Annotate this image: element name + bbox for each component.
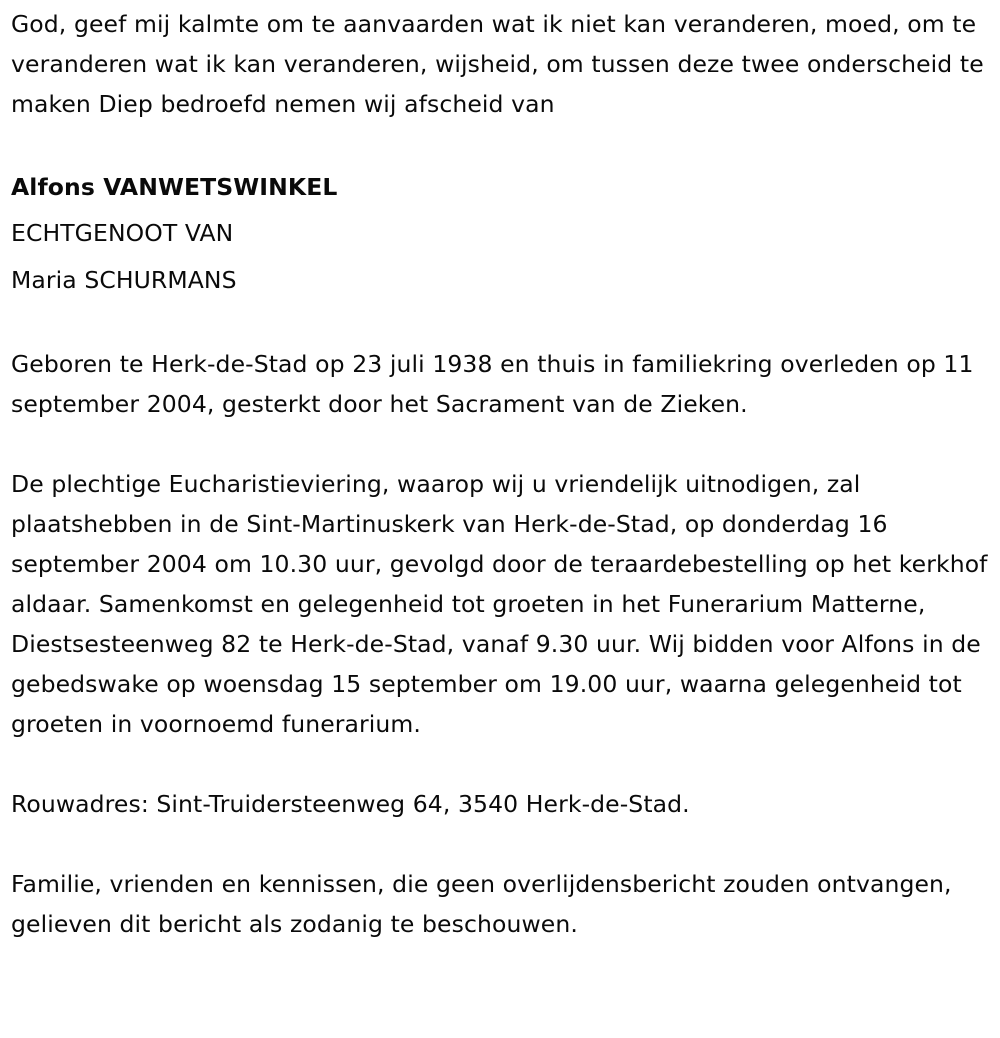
prayer-paragraph: God, geef mij kalmte om te aanvaarden wat ik niet kan veranderen, moed, om te veranderen wat ik kan veranderen, wijsheid, om tussen deze twee onderscheid te maken Diep bedroefd nemen wij afscheid van bbox=[11, 10, 984, 118]
address-paragraph: Rouwadres: Sint-Truidersteenweg 64, 3540 Herk-de-Stad. bbox=[11, 790, 690, 818]
spacer bbox=[11, 424, 990, 464]
birth-death-paragraph: Geboren te Herk-de-Stad op 23 juli 1938 en thuis in familiekring overleden op 11 september 2004, gesterkt door het Sacrament van de Zieken. bbox=[11, 350, 974, 418]
spouse-label: ECHTGENOOT VAN bbox=[11, 219, 234, 247]
deceased-name: Alfons VANWETSWINKEL bbox=[11, 173, 338, 201]
spacer bbox=[11, 124, 990, 164]
ceremony-paragraph: De plechtige Eucharistieviering, waarop wij u vriendelijk uitnodigen, zal plaatshebben in de Sint-Martinuskerk van Herk-de-Stad, op donderdag 16 september 2004 om 10.30 uur, gevolgd door de teraardebestelling op het kerkhof aldaar. Samenkomst en gelegenheid tot groeten in het Funerarium Matterne, Diestsesteenweg 82 te Herk-de-Stad, vanaf 9.30 uur. Wij bidden voor Alfons in de gebedswake op woensdag 15 september om 19.00 uur, waarna gelegenheid tot groeten in voornoemd funerarium. bbox=[11, 470, 988, 738]
closing-paragraph: Familie, vrienden en kennissen, die geen overlijdensbericht zouden ontvangen, gelieven dit bericht als zodanig te beschouwen. bbox=[11, 870, 952, 938]
spouse-name: Maria SCHURMANS bbox=[11, 266, 237, 294]
spacer bbox=[11, 744, 990, 784]
spacer bbox=[11, 304, 990, 344]
spacer bbox=[11, 824, 990, 864]
